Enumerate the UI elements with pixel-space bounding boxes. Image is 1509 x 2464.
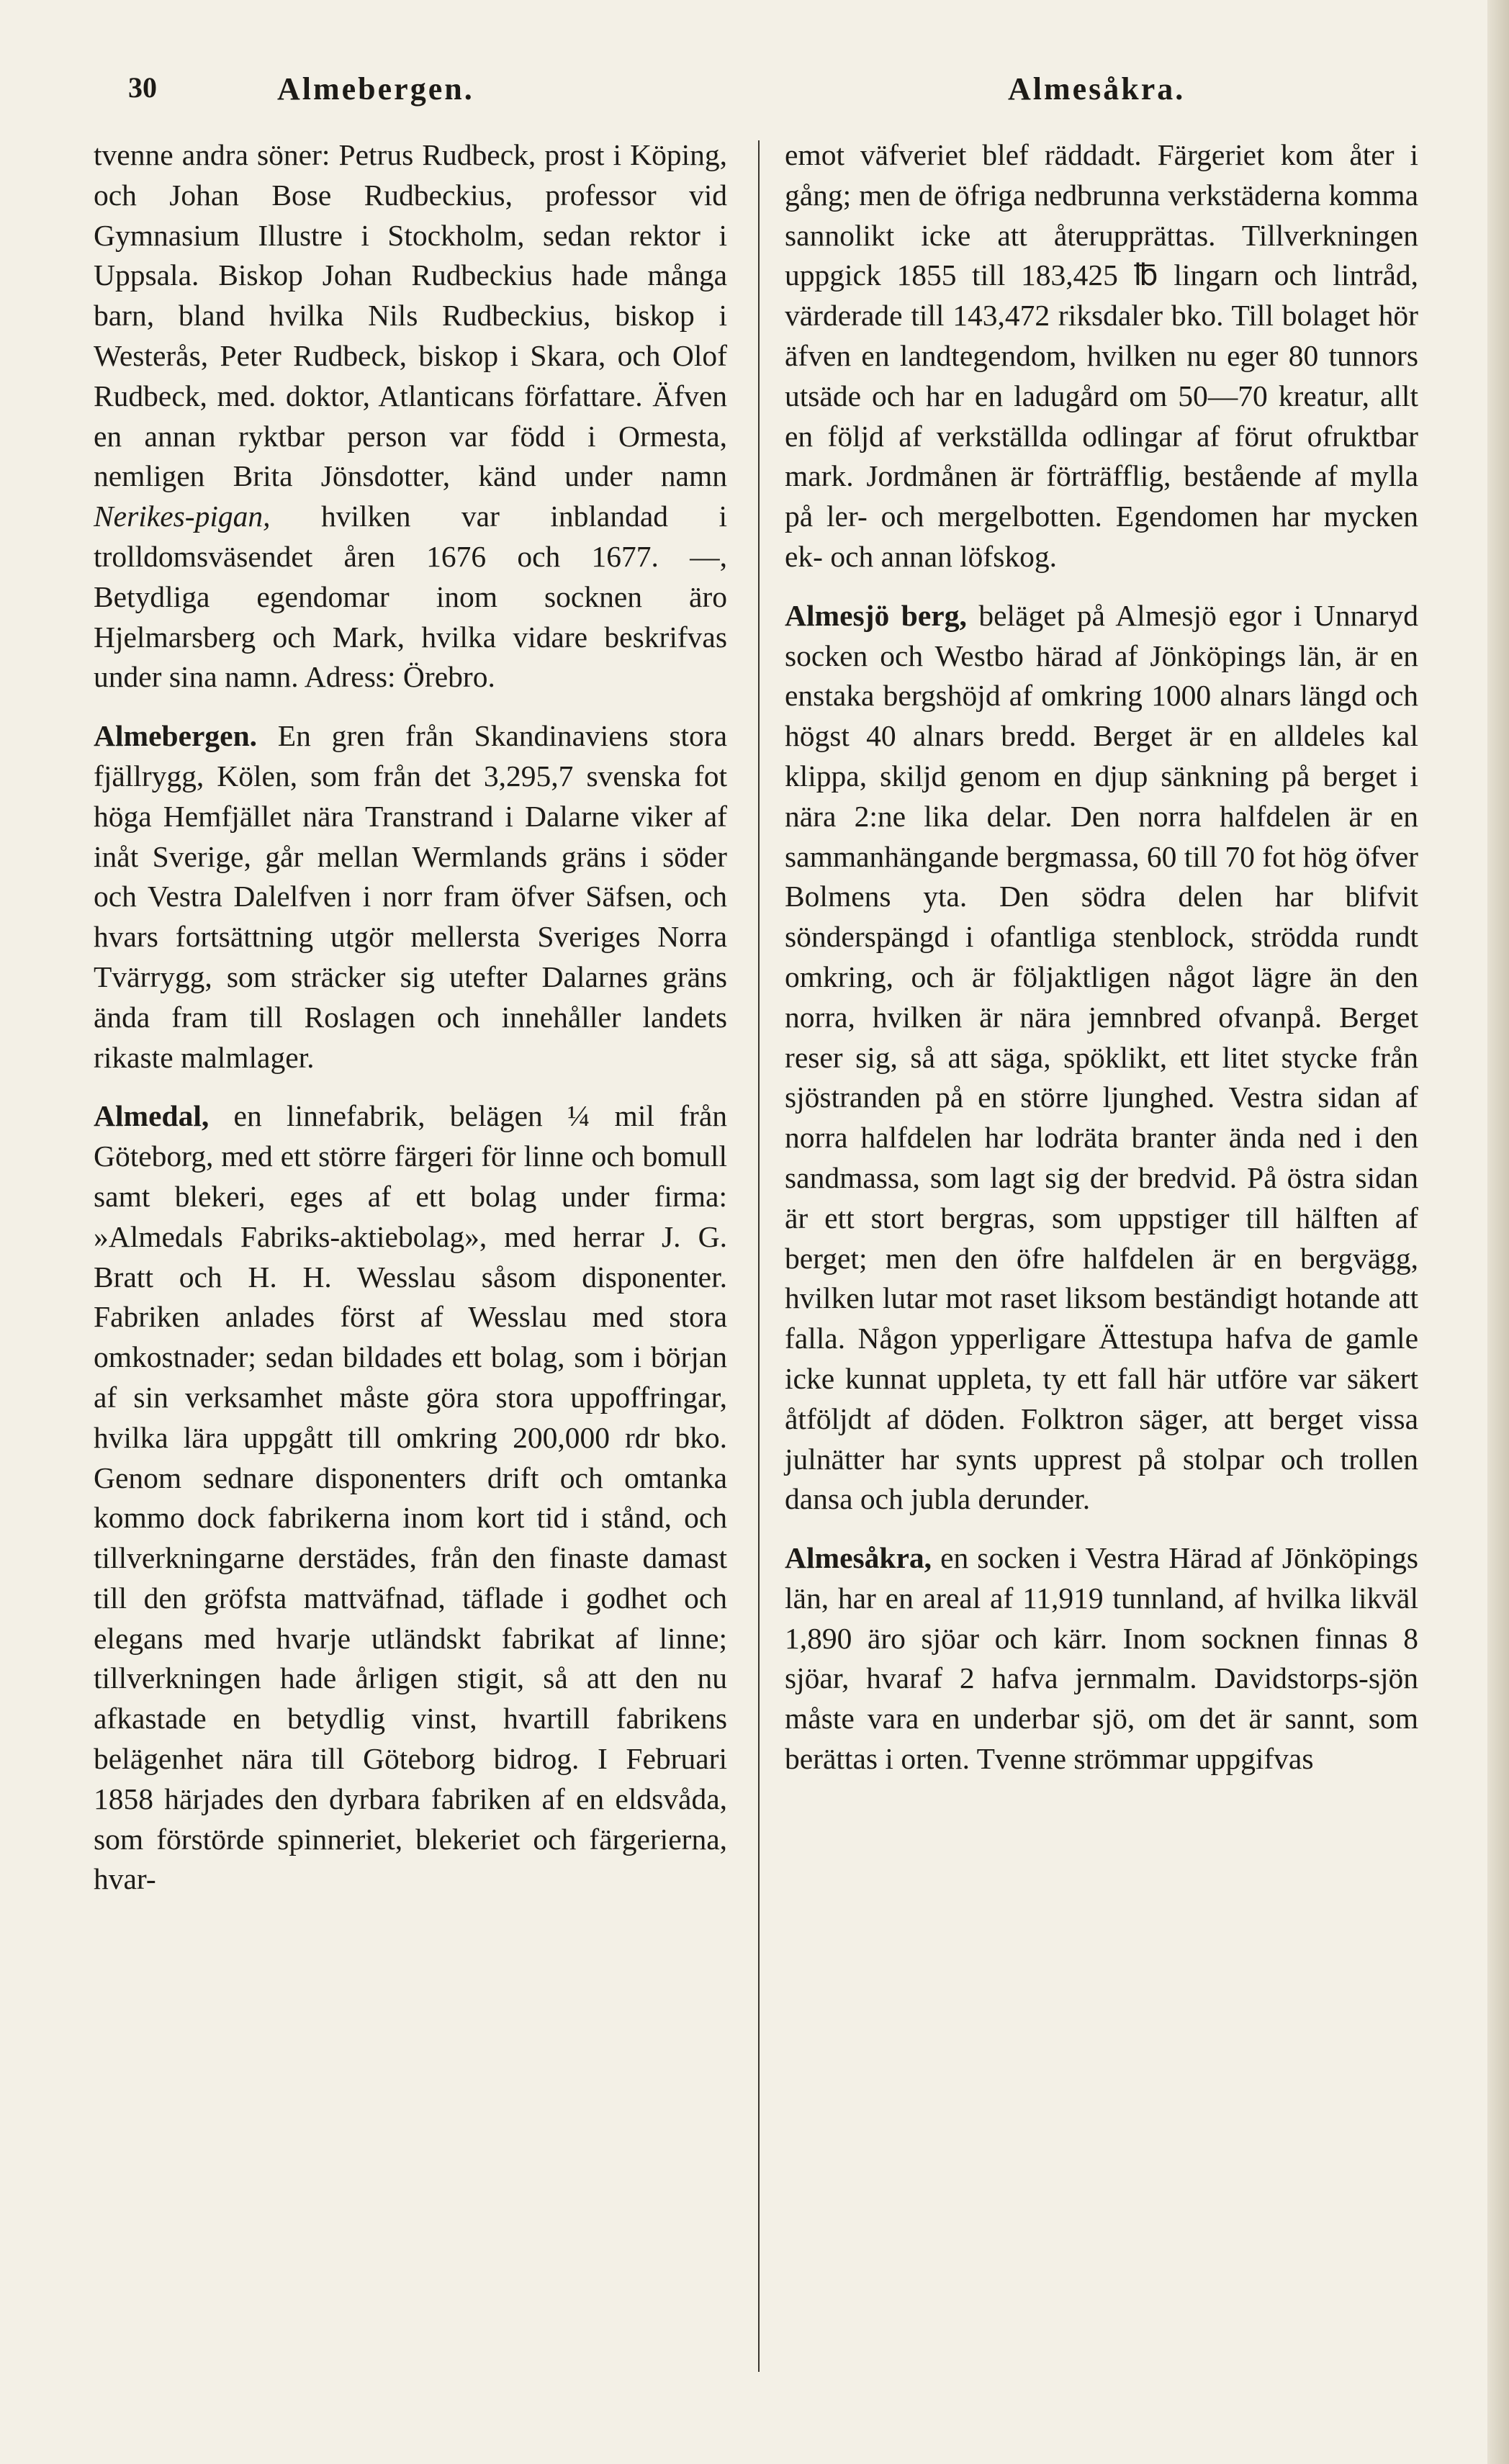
paragraph-ormesta bbox=[94, 135, 727, 698]
left-column bbox=[94, 135, 727, 1918]
paragraph-almedal-cont bbox=[785, 135, 1418, 577]
page-header bbox=[0, 71, 1509, 114]
running-head-right: Almesåkra. bbox=[1008, 71, 1186, 107]
entry-text: en linnefabrik, belägen ¼ mil från Göteborg, med ett större färgeri för linne och bomull samt blekeri, eges af ett bolag under firma: »Almedals Fabriks-aktiebolag», med herrar J. G. Bratt och H. H. Wesslau såsom disponenter. Fabriken anlades först af Wesslau med stora omkostnader; sedan bildades ett bolag, som i början af sin verksamhet måste göra stora uppoffringar, hvilka lära uppgått till omkring 200,000 rdr bko. Genom sednare disponenters drift och omtanka kommo dock fabrikerna inom kort tid i stånd, och tillverkningarne derstädes, från den finaste damast till den gröfsta mattväfnad, täflade i godhet och elegans med hvarje utländskt fabrikat af linne; tillverkningen hade årligen stigit, så att den nu afkastade en betydlig vinst, hvartill fabrikens belägenhet nära till Göteborg bidrog. I Februari 1858 härjades den dyrbara fabriken af en eldsvåda, som förstörde spinneriet, blekeriet och färgerierna, hvar- bbox=[94, 1099, 727, 1896]
running-head-left: Almebergen. bbox=[277, 71, 474, 107]
page-edge bbox=[1487, 0, 1509, 2464]
entry-headword: Almedal, bbox=[94, 1099, 210, 1133]
italic-term: Nerikes-pigan, bbox=[94, 500, 271, 533]
page-number: 30 bbox=[128, 71, 157, 104]
paragraph-text: tvenne andra söner: Petrus Rudbeck, prost i Köping, och Johan Bose Rudbeckius, professor vid Gymnasium Illustre i Stockholm, sedan rektor i Uppsala. Biskop Johan Rudbeckius hade många barn, bland hvilka Nils Rudbeckius, biskop i Westerås, Peter Rudbeck, biskop i Skara, och Olof Rudbeck, med. doktor, Atlanticans författare. Äfven en annan ryktbar person var född i Ormesta, nemligen Brita Jönsdotter, känd under namn bbox=[94, 138, 727, 493]
entry-almebergen bbox=[94, 716, 727, 1078]
entry-text: En gren från Skandinaviens stora fjällrygg, Kölen, som från det 3,295,7 svenska fot höga Hemfjället nära Transtrand i Dalarne viker af inåt Sverige, går mellan Wermlands gräns i söder och Vestra Dalelfven i norr fram öfver Säfsen, och hvars fortsättning utgör mellersta Sveriges Norra Tvärrygg, som sträcker sig utefter Dalarnes gräns ända fram till Roslagen och innehåller landets rikaste malmlager. bbox=[94, 719, 727, 1074]
paragraph-text: emot väfveriet blef räddadt. Färgeriet kom åter i gång; men de öfriga nedbrunna verkstäderna komma sannolikt icke att återupprättas. Tillverkningen uppgick 1855 till 183,425 ℔ lingarn och lintråd, värderade till 143,472 riksdaler bko. Till bolaget hör äfven en landtegendom, hvilken nu eger 80 tunnors utsäde och har en ladugård om 50—70 kreatur, allt en följd af verkställda odlingar af förut ofruktbar mark. Jordmånen är förträfflig, bestående af mylla på ler- och mergelbotten. Egendomen har mycken ek- och annan löfskog. bbox=[785, 138, 1418, 573]
right-column bbox=[785, 135, 1418, 1798]
entry-headword: Almesåkra, bbox=[785, 1541, 932, 1575]
column-divider bbox=[758, 140, 760, 2372]
entry-headword: Almebergen. bbox=[94, 719, 258, 753]
entry-text: beläget på Almesjö egor i Unnaryd socken och Westbo härad af Jönköpings län, är en enstaka bergshöjd af omkring 1000 alnars längd och högst 40 alnars bredd. Berget är en alldeles kal klippa, skiljd genom en djup sänkning på berget i nära 2:ne lika delar. Den norra halfdelen är en sammanhängande bergmassa, 60 till 70 fot hög öfver Bolmens yta. Den södra delen har blifvit sönderspängd i ofantliga stenblock, strödda rundt omkring, och är följaktligen något lägre än den norra, hvilken är nära jemnbred ofvanpå. Berget reser sig, så att säga, spöklikt, ett litet stycke från sjöstranden på en större ljunghed. Vestra sidan af norra halfdelen har lodräta branter ända ned i den sandmassa, som lagt sig der bredvid. På östra sidan är ett stort bergras, som uppstiger till hälften af berget; men den öfre halfdelen är en bergvägg, hvilken lutar mot raset liksom beständigt hotande att falla. Någon ypperligare Ättestupa hafva de gamle icke kunnat uppleta, ty ett fall här utföre var säkert åtföljdt af döden. Folktron säger, att berget vissa julnätter har synts upprest på stolpar och trollen dansa och jubla derunder. bbox=[785, 598, 1418, 1516]
entry-text: en socken i Vestra Härad af Jönköpings län, har en areal af 11,919 tunnland, af hvilka likväl 1,890 äro sjöar och kärr. Inom socknen finnas 8 sjöar, hvaraf 2 hafva jernmalm. Davidstorps-sjön måste vara en underbar sjö, om det är sannt, som berättas i orten. Tvenne strömmar uppgifvas bbox=[785, 1541, 1418, 1776]
entry-almesakra bbox=[785, 1538, 1418, 1779]
paragraph-text: hvilken var inblandad i trolldomsväsendet åren 1676 och 1677. —, Betydliga egendomar inom socknen äro Hjelmarsberg och Mark, hvilka vidare beskrifvas under sina namn. Adress: Örebro. bbox=[94, 500, 728, 694]
entry-almesjo-berg bbox=[785, 596, 1418, 1520]
entry-headword: Almesjö berg, bbox=[785, 598, 967, 632]
entry-almedal bbox=[94, 1096, 727, 1900]
